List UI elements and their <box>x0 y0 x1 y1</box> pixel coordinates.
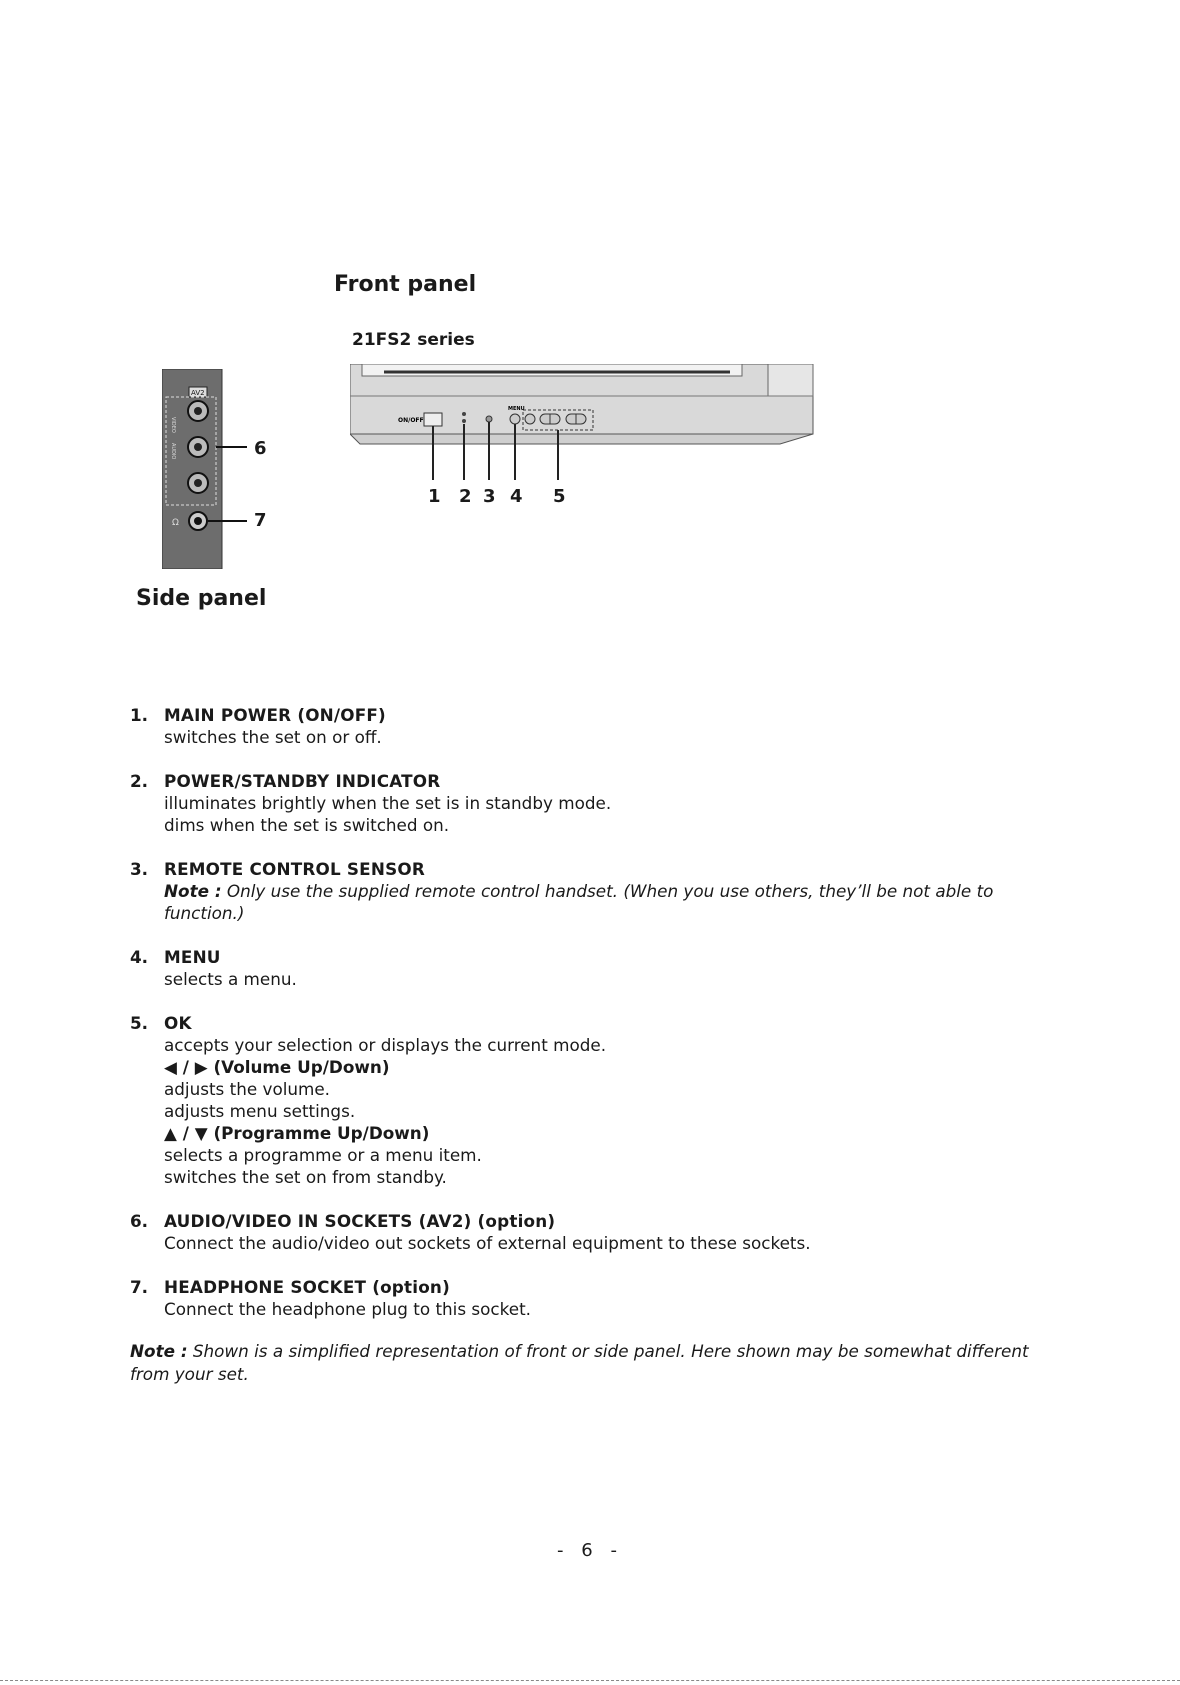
item-title: POWER/STANDBY INDICATOR <box>164 771 441 791</box>
av2-label: AV2 <box>191 389 205 397</box>
svg-text:Ω: Ω <box>172 518 179 528</box>
audio-right-socket-icon <box>188 473 208 493</box>
final-note-label: Note : <box>130 1341 188 1361</box>
on-off-label: ON/OFF <box>398 417 424 424</box>
callout-6: 6 <box>254 438 267 459</box>
callout-3: 3 <box>483 486 496 507</box>
front-panel-leaders <box>350 440 590 490</box>
series-label: 21FS2 series <box>352 330 475 350</box>
callout-4: 4 <box>510 486 523 507</box>
audio-label: AUDIO <box>170 443 176 460</box>
list-item: 2. POWER/STANDBY INDICATOR illuminates brightly when the set is in standby mode. dims when the set is switched on. <box>130 770 1060 836</box>
item-title: MAIN POWER (ON/OFF) <box>164 705 386 725</box>
volume-subheading: ◀ / ▶ (Volume Up/Down) <box>164 1057 390 1077</box>
item-title: HEADPHONE SOCKET (option) <box>164 1277 450 1297</box>
list-item: 7. HEADPHONE SOCKET (option) Connect the headphone plug to this socket. <box>130 1276 1060 1320</box>
programme-subheading: ▲ / ▼ (Programme Up/Down) <box>164 1123 430 1143</box>
front-panel-title: Front panel <box>334 272 477 297</box>
item-title: MENU <box>164 947 221 967</box>
list-item: 4. MENU selects a menu. <box>130 946 1060 990</box>
item-list <box>130 704 1060 1342</box>
remote-sensor-icon <box>486 416 492 422</box>
callout-1: 1 <box>428 486 441 507</box>
list-item: 5. OK accepts your selection or displays the current mode. ◀ / ▶ (Volume Up/Down) adjusts the volume. adjusts menu settings. ▲ / ▼ (Programme Up/Down) selects a programme or a menu item. switches the set on from standby. <box>130 1012 1060 1188</box>
list-item: 1. MAIN POWER (ON/OFF) switches the set on or off. <box>130 704 1060 748</box>
item-title: AUDIO/VIDEO IN SOCKETS (AV2) (option) <box>164 1211 556 1231</box>
final-note-text: Shown is a simplified representation of front or side panel. Here shown may be somewhat different from your set. <box>130 1341 1029 1384</box>
power-button <box>424 413 442 426</box>
item-title: OK <box>164 1013 192 1033</box>
callout-5: 5 <box>553 486 566 507</box>
footer-divider <box>0 1680 1180 1681</box>
standby-indicator-icon <box>462 412 466 416</box>
side-panel-title: Side panel <box>136 586 267 611</box>
final-note <box>130 1340 1060 1386</box>
side-panel-diagram <box>162 369 272 569</box>
list-item: 3. REMOTE CONTROL SENSOR Note : Only use the supplied remote control handset. (When you use others, they’ll be not able to function.) <box>130 858 1060 924</box>
ok-button <box>525 414 535 424</box>
page-number: - 6 - <box>557 1540 623 1561</box>
note-label: Note : <box>164 881 222 901</box>
audio-left-socket-icon <box>188 437 208 457</box>
item-title: REMOTE CONTROL SENSOR <box>164 859 425 879</box>
video-socket-icon <box>188 401 208 421</box>
callout-2: 2 <box>459 486 472 507</box>
video-label: VIDEO <box>170 417 176 433</box>
menu-label: MENU <box>508 406 525 412</box>
callout-7: 7 <box>254 510 267 531</box>
list-item: 6. AUDIO/VIDEO IN SOCKETS (AV2) (option) Connect the audio/video out sockets of external equipment to these sockets. <box>130 1210 1060 1254</box>
menu-button <box>510 414 520 424</box>
